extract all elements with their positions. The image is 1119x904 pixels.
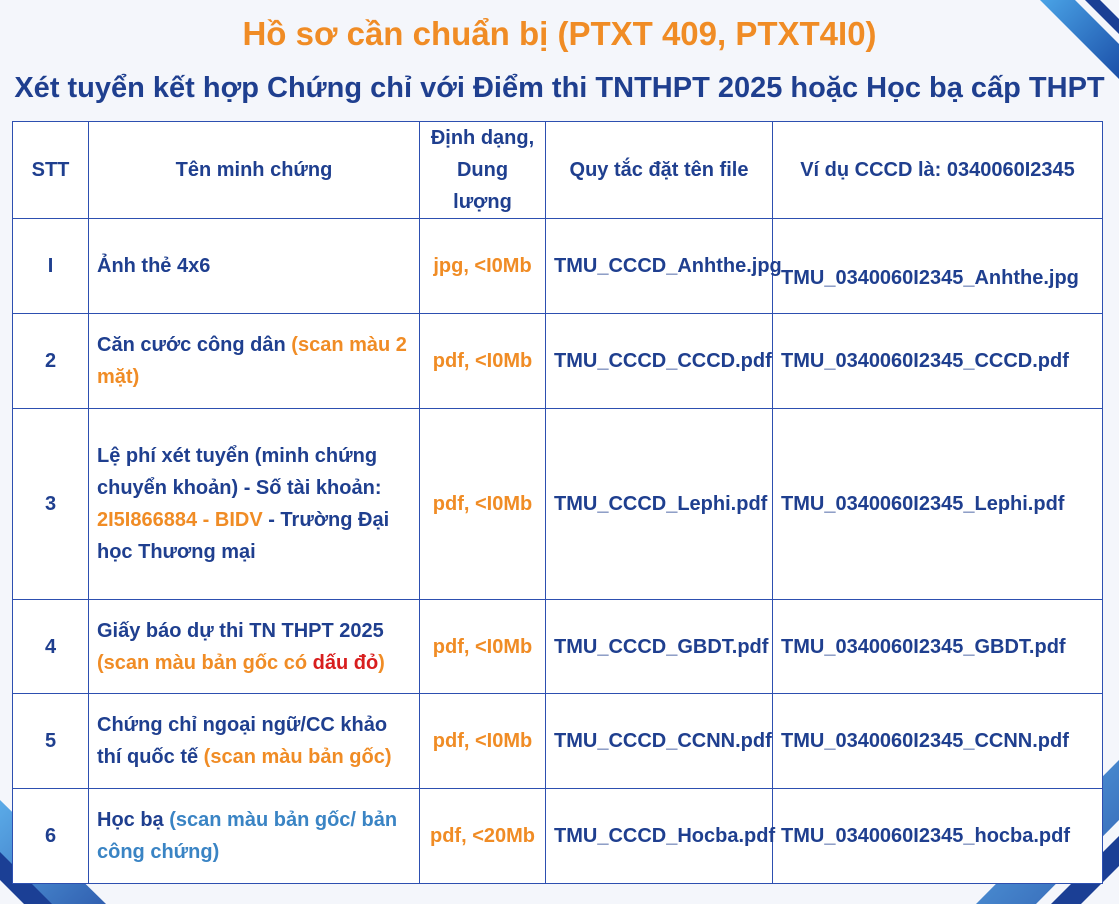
row-format: pdf, <20Mb [420, 789, 546, 884]
row-name-bank: - Trường Đại học Thương mại [97, 509, 390, 563]
row-name-account: 2I5I866884 - BIDV [97, 509, 263, 531]
row-name [89, 409, 420, 600]
header-name: Tên minh chứng [89, 122, 420, 219]
table-header-row [13, 122, 1103, 219]
row-name-note: (scan màu bản gốc/ bản công chứng) [97, 809, 398, 863]
row-format: jpg, <I0Mb [420, 219, 546, 314]
table-row [13, 600, 1103, 694]
row-format: pdf, <I0Mb [420, 314, 546, 409]
table-row [13, 789, 1103, 884]
row-name-note: (scan màu 2 mặt) [97, 334, 407, 388]
header-stt: STT [13, 122, 89, 219]
row-rule: TMU_CCCD_Anhthe.jpg [546, 219, 773, 314]
row-name [89, 694, 420, 789]
page-subtitle: Xét tuyển kết hợp Chứng chỉ với Điểm thi TNTHPT 2025 hoặc Học bạ cấp THPT [14, 72, 1105, 104]
row-name: Ảnh thẻ 4x6 [89, 219, 420, 314]
row-name [89, 600, 420, 694]
row-stt: 6 [13, 789, 89, 884]
row-format: pdf, <I0Mb [420, 694, 546, 789]
row-rule: TMU_CCCD_GBDT.pdf [546, 600, 773, 694]
row-name [89, 314, 420, 409]
row-rule: TMU_CCCD_Hocba.pdf [546, 789, 773, 884]
row-name-text: Lệ phí xét tuyển (minh chứng chuyển khoản) - Số tài khoản: [97, 445, 382, 499]
row-example: TMU_0340060I2345_GBDT.pdf [773, 600, 1103, 694]
row-name-text: Chứng chỉ ngoại ngữ/CC khảo thí quốc tế [97, 714, 388, 768]
header-rule: Quy tắc đặt tên file [546, 122, 773, 219]
row-rule: TMU_CCCD_CCCD.pdf [546, 314, 773, 409]
row-example: TMU_0340060I2345_CCCD.pdf [773, 314, 1103, 409]
header-format: Định dạng, Dung lượng [420, 122, 546, 219]
row-name-text: Căn cước công dân [97, 334, 286, 356]
row-rule: TMU_CCCD_CCNN.pdf [546, 694, 773, 789]
row-example: TMU_0340060I2345_Lephi.pdf [773, 409, 1103, 600]
row-example: TMU_0340060I2345_hocba.pdf [773, 789, 1103, 884]
table-row [13, 694, 1103, 789]
row-stt: 2 [13, 314, 89, 409]
row-name-note: (scan màu bản gốc) [203, 746, 392, 768]
header-example: Ví dụ CCCD là: 0340060I2345 [773, 122, 1103, 219]
row-name [89, 789, 420, 884]
row-name-text: Học bạ [97, 809, 164, 831]
row-stt: 3 [13, 409, 89, 600]
row-name-close: ) [378, 651, 385, 674]
table-row [13, 409, 1103, 600]
row-stt: 5 [13, 694, 89, 789]
row-example [773, 219, 1103, 314]
row-example: TMU_0340060I2345_CCNN.pdf [773, 694, 1103, 789]
row-format: pdf, <I0Mb [420, 409, 546, 600]
row-example-text: TMU_0340060I2345_Anhthe.jpg [781, 267, 1079, 289]
table-row [13, 314, 1103, 409]
page-title: Hồ sơ cần chuẩn bị (PTXT 409, PTXT4I0) [242, 15, 877, 52]
row-name-text: Giấy báo dự thi TN THPT 2025 [97, 619, 384, 642]
row-stt: 4 [13, 600, 89, 694]
row-name-red-note: dấu đỏ [312, 651, 379, 674]
row-format: pdf, <I0Mb [420, 600, 546, 694]
row-stt: I [13, 219, 89, 314]
row-name-note: (scan màu bản gốc có [97, 651, 308, 674]
documents-table [12, 121, 1103, 884]
row-rule: TMU_CCCD_Lephi.pdf [546, 409, 773, 600]
table-row [13, 219, 1103, 314]
